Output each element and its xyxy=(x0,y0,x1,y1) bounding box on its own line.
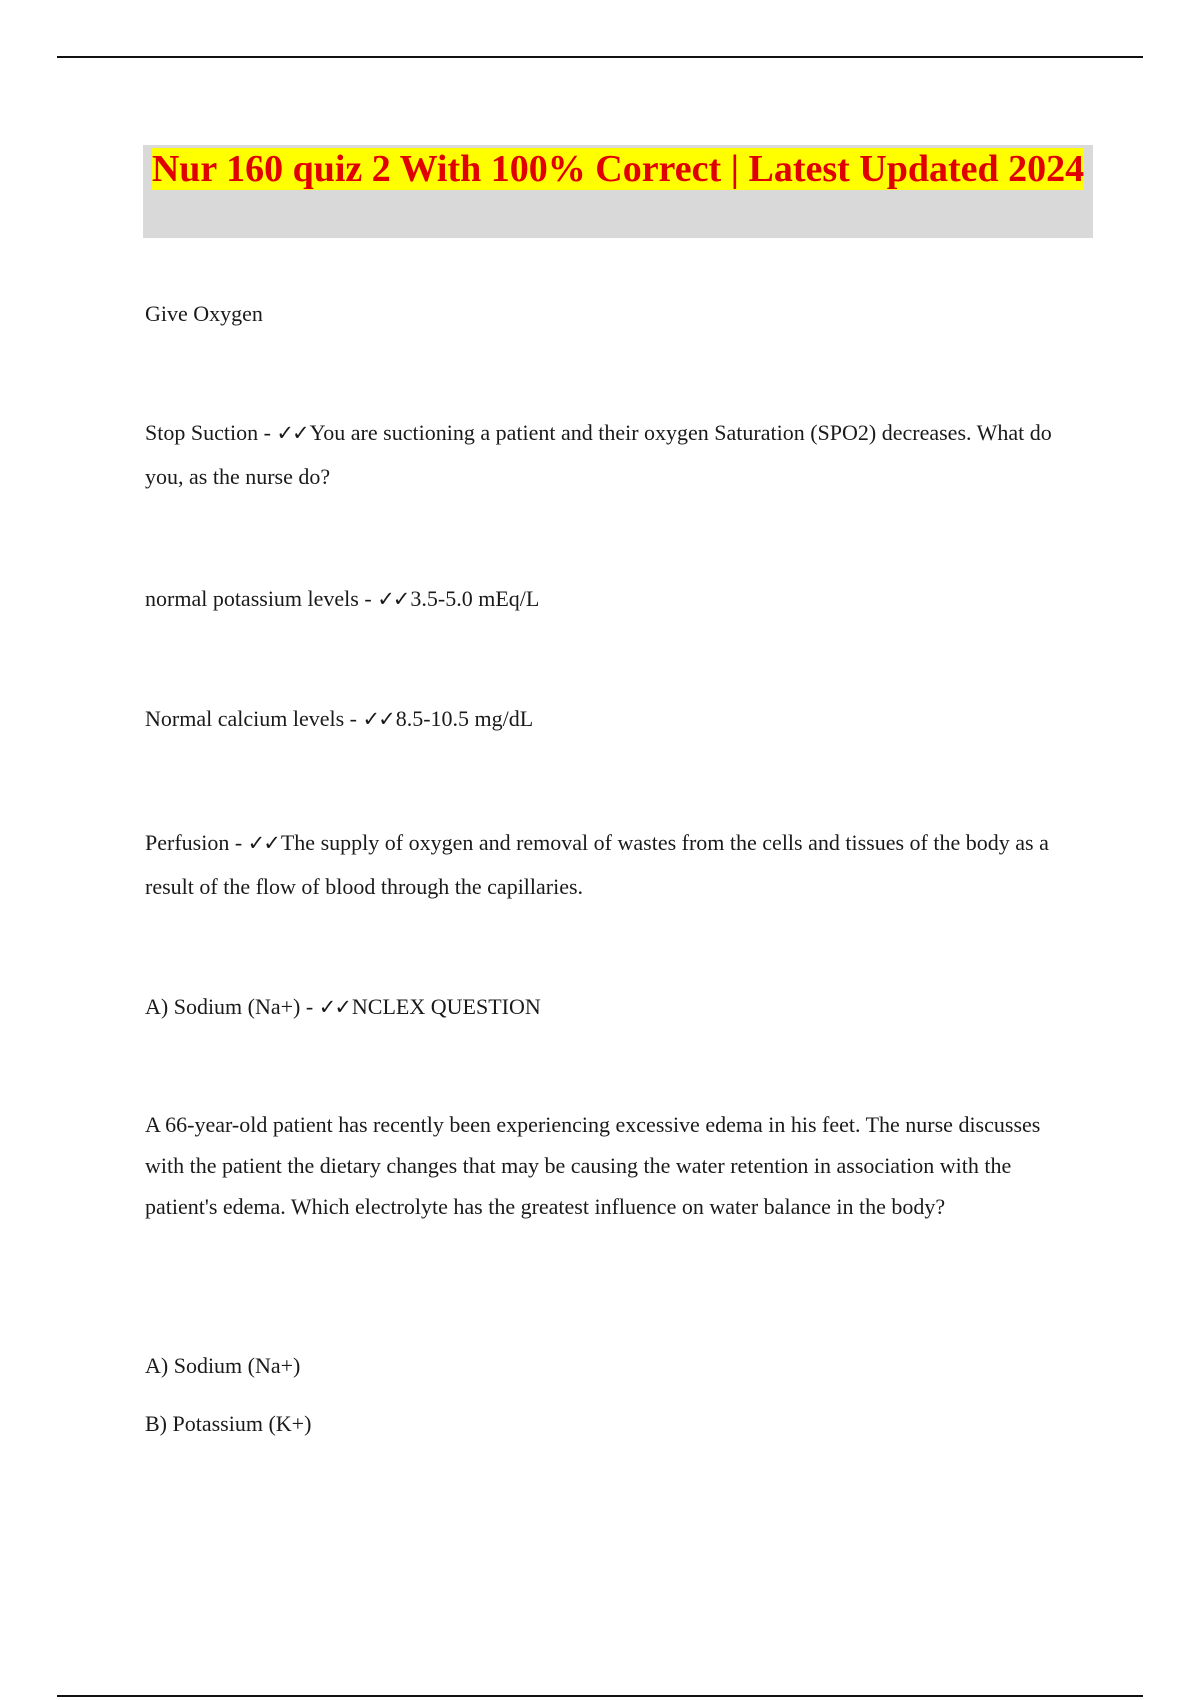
double-check-icon: ✓✓ xyxy=(318,995,350,1019)
bottom-rule xyxy=(57,1695,1143,1697)
term-text: A) Sodium (Na+) - xyxy=(145,994,319,1019)
flashcard-perfusion xyxy=(145,821,1075,908)
definition-text: You are suctioning a patient and their oxygen Saturation (SPO2) decreases. What do you, as the nurse do? xyxy=(145,420,1052,489)
page-title: Nur 160 quiz 2 With 100% Correct | Latest Updated 2024 xyxy=(151,148,1085,190)
flashcard-potassium xyxy=(145,577,1075,621)
definition-text: 3.5-5.0 mEq/L xyxy=(410,586,540,611)
term-text: normal potassium levels - xyxy=(145,586,378,611)
term-text: Normal calcium levels - xyxy=(145,706,363,731)
answer-option-a xyxy=(145,1344,1075,1387)
term-text: Stop Suction - xyxy=(145,420,277,445)
double-check-icon: ✓✓ xyxy=(362,707,394,731)
definition-text: 8.5-10.5 mg/dL xyxy=(395,706,534,731)
nclex-question-text xyxy=(145,1104,1075,1227)
term-text: Perfusion - xyxy=(145,830,248,855)
flashcard-sodium xyxy=(145,985,1075,1029)
title-banner xyxy=(143,145,1093,238)
flashcard-calcium xyxy=(145,697,1075,741)
top-rule xyxy=(57,56,1143,58)
definition-text: The supply of oxygen and removal of wastes from the cells and tissues of the body as a result of the flow of blood through the capillaries. xyxy=(145,830,1049,899)
answer-give-oxygen xyxy=(145,292,1075,335)
term-text: Give Oxygen xyxy=(145,301,263,326)
option-text: A) Sodium (Na+) xyxy=(145,1353,301,1378)
double-check-icon: ✓✓ xyxy=(247,831,279,855)
double-check-icon: ✓✓ xyxy=(377,587,409,611)
answer-option-b xyxy=(145,1402,1075,1445)
definition-text: NCLEX QUESTION xyxy=(351,994,541,1019)
option-text: B) Potassium (K+) xyxy=(145,1411,312,1436)
flashcard-stop-suction xyxy=(145,411,1075,498)
question-text: A 66-year-old patient has recently been experiencing excessive edema in his feet. The nurse discusses with the patient the dietary changes that may be causing the water retention in association with the patient's edema. Which electrolyte has the greatest influence on water balance in the body? xyxy=(145,1112,1041,1219)
double-check-icon: ✓✓ xyxy=(276,421,308,445)
